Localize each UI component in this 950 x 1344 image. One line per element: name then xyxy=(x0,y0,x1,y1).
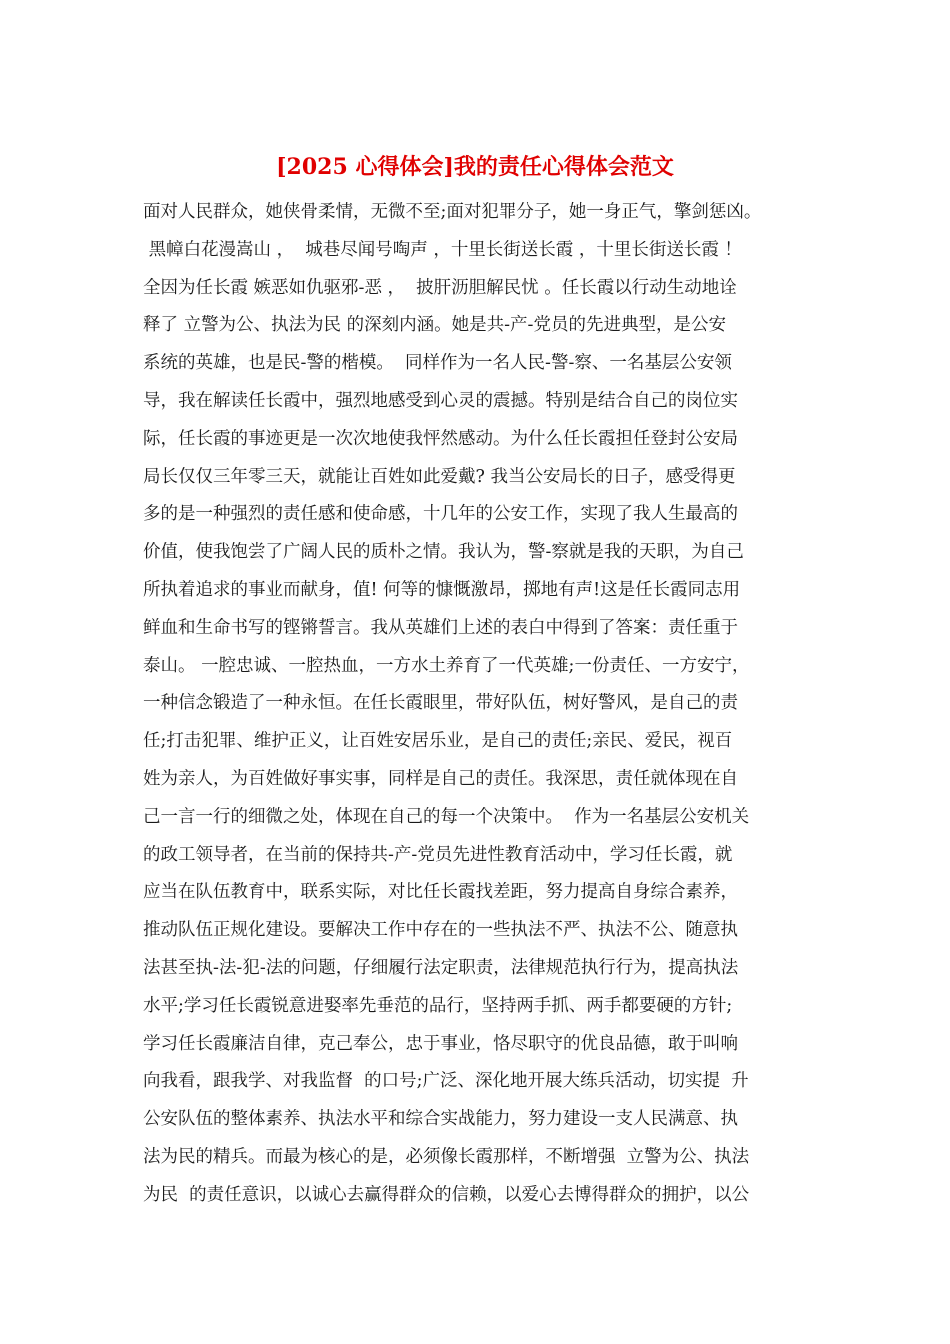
document-body xyxy=(143,198,843,1219)
body-line: 的政工领导者，在当前的保持共-产-党员先进性教育活动中，学习任长霞，就 xyxy=(143,844,733,865)
body-line: 一种信念锻造了一种永恒。在任长霞眼里，带好队伍，树好警风，是自己的责 xyxy=(143,693,738,714)
body-line: 释了 立警为公、执法为民 的深刻内涵。她是共-产-党员的先进典型，是公安 xyxy=(143,315,726,336)
body-line: 应当在队伍教育中，联系实际，对比任长霞找差距，努力提高自身综合素养， xyxy=(143,882,738,903)
body-line: 泰山。 一腔忠诚、一腔热血，一方水土养育了一代英雄;一份责任、一方安宁， xyxy=(143,655,750,676)
body-line: 多的是一种强烈的责任感和使命感，十几年的公安工作，实现了我人生最高的 xyxy=(143,504,738,525)
body-line: 推动队伍正规化建设。要解决工作中存在的一些执法不严、执法不公、随意执 xyxy=(143,920,738,941)
body-line: 姓为亲人，为百姓做好事实事，同样是自己的责任。我深思，责任就体现在自 xyxy=(143,768,738,789)
document-title: [2025 心得体会]我的责任心得体会范文 xyxy=(276,154,674,180)
body-line: 所执着追求的事业而献身，值! 何等的慷慨激昂，掷地有声!这是任长霞同志用 xyxy=(143,579,741,600)
body-line: 法为民的精兵。而最为核心的是，必须像长霞那样，不断增强 立警为公、执法 xyxy=(143,1146,750,1167)
body-line: 己一言一行的细微之处，体现在自己的每一个决策中。 作为一名基层公安机关 xyxy=(143,806,750,827)
body-line: 任;打击犯罪、维护正义，让百姓安居乐业，是自己的责任;亲民、爱民，视百 xyxy=(143,731,733,752)
body-line: 公安队伍的整体素养、执法水平和综合实战能力，努力建设一支人民满意、执 xyxy=(143,1109,738,1130)
body-line: 全因为任长霞 嫉恶如仇驱邪-恶 ， 披肝沥胆解民忧 。任长霞以行动生动地诠 xyxy=(143,277,737,298)
body-line: 导，我在解读任长霞中，强烈地感受到心灵的震撼。特别是结合自己的岗位实 xyxy=(143,390,738,411)
body-line: 价值，使我饱尝了广阔人民的质朴之情。我认为，警-察就是我的天职，为自己 xyxy=(143,542,744,563)
body-line: 黑幛白花漫嵩山 ， 城巷尽闻号啕声 ，十里长街送长霞 ，十里长街送长霞 ！ xyxy=(143,239,742,260)
body-line: 向我看，跟我学、对我监督 的口号;广泛、深化地开展大练兵活动，切实提 升 xyxy=(143,1071,749,1092)
body-line: 局长仅仅三年零三天，就能让百姓如此爱戴? 我当公安局长的日子，感受得更 xyxy=(143,466,736,487)
body-line: 为民 的责任意识，以诚心去赢得群众的信赖，以爱心去博得群众的拥护，以公 xyxy=(143,1184,750,1205)
body-line: 鲜血和生命书写的铿锵誓言。我从英雄们上述的表白中得到了答案：责任重于 xyxy=(143,617,738,638)
body-line: 际，任长霞的事迹更是一次次地使我怦然感动。为什么任长霞担任登封公安局 xyxy=(143,428,738,449)
body-line: 水平;学习任长霞锐意进娶率先垂范的品行，坚持两手抓、两手都要硬的方针; xyxy=(143,995,733,1016)
body-line: 面对人民群众，她侠骨柔情，无微不至;面对犯罪分子，她一身正气，擎剑惩凶。 xyxy=(143,202,762,222)
body-line: 法甚至执-法-犯-法的问题，仔细履行法定职责，法律规范执行行为，提高执法 xyxy=(143,957,739,978)
body-line: 学习任长霞廉洁自律，克己奉公，忠于事业，恪尽职守的优良品德，敢于叫响 xyxy=(143,1033,738,1054)
body-line: 系统的英雄，也是民-警的楷模。 同样作为一名人民-警-察、一名基层公安领 xyxy=(143,353,732,374)
